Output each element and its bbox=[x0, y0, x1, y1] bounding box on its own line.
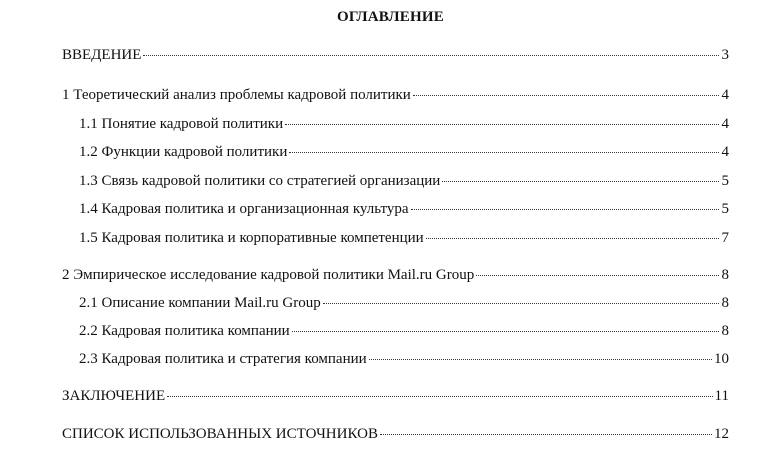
toc-entry-section-1-2[interactable] bbox=[79, 143, 729, 161]
dot-leader bbox=[167, 396, 712, 397]
toc-entry-section-2-2[interactable] bbox=[79, 322, 729, 340]
toc-entry-section-1-4[interactable] bbox=[79, 200, 729, 218]
toc-entry-label: ВВЕДЕНИЕ bbox=[62, 47, 142, 63]
toc-entry-label: 2.3 Кадровая политика и стратегия компании bbox=[79, 351, 367, 367]
dot-leader bbox=[369, 359, 712, 360]
toc-entry-label: 2 Эмпирическое исследование кадровой политики Mail.ru Group bbox=[62, 267, 475, 283]
toc-entry-section-2-1[interactable] bbox=[79, 294, 729, 312]
toc-entry-label: 2.2 Кадровая политика компании bbox=[79, 323, 290, 339]
toc-entry-label: 1.1 Понятие кадровой политики bbox=[79, 116, 284, 132]
toc-entry-label: 1.5 Кадровая политика и корпоративные компетенции bbox=[79, 230, 424, 246]
toc-entry-introduction[interactable] bbox=[62, 46, 729, 64]
toc-entry-page: 8 bbox=[721, 267, 729, 283]
dot-leader bbox=[442, 181, 719, 182]
toc-entry-page: 7 bbox=[721, 230, 729, 246]
toc-entry-label: 1.4 Кадровая политика и организационная культура bbox=[79, 201, 409, 217]
toc-entry-page: 8 bbox=[721, 323, 729, 339]
toc-entry-section-1-3[interactable] bbox=[79, 172, 729, 190]
toc-entry-chapter-2[interactable] bbox=[62, 266, 729, 284]
dot-leader bbox=[292, 331, 719, 332]
toc-entry-label: 1 Теоретический анализ проблемы кадровой политики bbox=[62, 87, 411, 103]
toc-entry-chapter-1[interactable] bbox=[62, 86, 729, 104]
toc-entry-page: 11 bbox=[714, 388, 729, 404]
toc-entry-page: 4 bbox=[721, 144, 729, 160]
toc-entry-label: СПИСОК ИСПОЛЬЗОВАННЫХ ИСТОЧНИКОВ bbox=[62, 426, 378, 442]
toc-entry-page: 5 bbox=[721, 173, 729, 189]
dot-leader bbox=[413, 95, 719, 96]
dot-leader bbox=[411, 209, 719, 210]
toc-entry-page: 8 bbox=[721, 295, 729, 311]
dot-leader bbox=[380, 434, 712, 435]
toc-entry-label: 1.3 Связь кадровой политики со стратегией организации bbox=[79, 173, 441, 189]
dot-leader bbox=[143, 55, 719, 56]
dot-leader bbox=[476, 275, 719, 276]
toc-entry-page: 3 bbox=[721, 47, 729, 63]
toc-entry-page: 5 bbox=[721, 201, 729, 217]
toc-entry-references[interactable] bbox=[62, 425, 729, 443]
toc-entry-page: 12 bbox=[714, 426, 729, 442]
toc-entry-label: ЗАКЛЮЧЕНИЕ bbox=[62, 388, 166, 404]
dot-leader bbox=[289, 152, 719, 153]
toc-entry-conclusion[interactable] bbox=[62, 387, 729, 405]
dot-leader bbox=[426, 238, 719, 239]
toc-entry-label: 1.2 Функции кадровой политики bbox=[79, 144, 288, 160]
toc-entry-page: 4 bbox=[721, 116, 729, 132]
toc-entry-page: 4 bbox=[721, 87, 729, 103]
toc-entry-section-1-1[interactable] bbox=[79, 115, 729, 133]
toc-entry-section-2-3[interactable] bbox=[79, 350, 729, 368]
toc-entry-label: 2.1 Описание компании Mail.ru Group bbox=[79, 295, 321, 311]
toc-entry-page: 10 bbox=[714, 351, 729, 367]
dot-leader bbox=[323, 303, 719, 304]
toc-entry-section-1-5[interactable] bbox=[79, 229, 729, 247]
dot-leader bbox=[285, 124, 719, 125]
toc-title: ОГЛАВЛЕНИЕ bbox=[337, 9, 444, 25]
